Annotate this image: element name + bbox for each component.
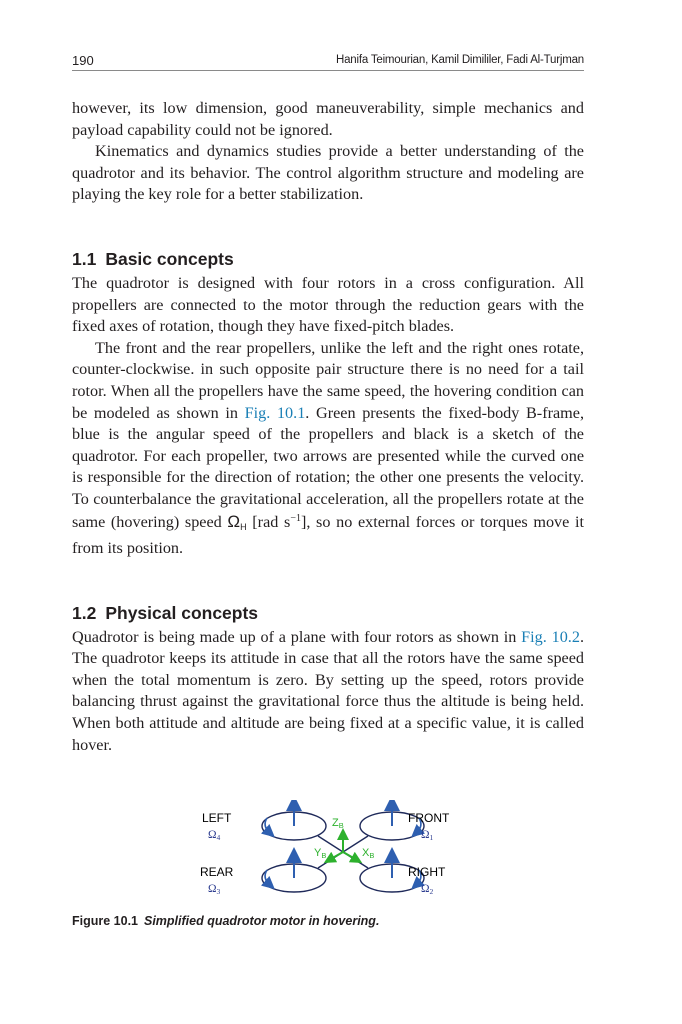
quadrotor-diagram	[190, 800, 480, 906]
omega-front: Ω1	[421, 829, 434, 842]
rotor-rear	[262, 855, 326, 892]
running-header	[72, 52, 584, 71]
rotor-left	[262, 803, 326, 840]
unit-exponent: −1	[290, 512, 301, 524]
omega-left: Ω4	[208, 829, 221, 842]
section-number: 1.2	[72, 602, 97, 623]
basic-concepts-paragraph-2	[72, 338, 584, 560]
y-axis-label: YB	[314, 847, 327, 860]
section-heading-basic-concepts	[72, 248, 584, 270]
figure-caption	[72, 914, 584, 928]
intro-paragraph-1: however, its low dimension, good maneuverability, simple mechanics and payload capability could not be ignored.	[72, 99, 584, 139]
section-title: Basic concepts	[105, 248, 234, 269]
figure-10-2-link[interactable]: Fig. 10.2	[521, 627, 580, 646]
rotor-left-rotation-arrow	[265, 818, 270, 833]
label-left: LEFT	[202, 811, 232, 825]
section-number: 1.1	[72, 248, 97, 269]
body-text	[72, 98, 584, 756]
omega-symbol: Ω	[227, 511, 241, 531]
running-head-authors: Hanifa Teimourian, Kamil Dimililer, Fadi Al-Turjman	[336, 54, 584, 66]
section-heading-physical-concepts	[72, 602, 584, 624]
paragraph-text: ], so no external forces or torques move it from its position.	[72, 512, 584, 558]
label-right: RIGHT	[408, 865, 446, 879]
x-axis-arrow	[343, 852, 357, 860]
rotor-rear-rotation-arrow	[265, 870, 270, 885]
intro-paragraph-2: Kinematics and dynamics studies provide a better understanding of the quadrotor and its behavior. The control algorithm structure and modeling are playing the key role for a better stabilization.	[72, 142, 584, 204]
label-rear: REAR	[200, 865, 234, 879]
page-number: 190	[72, 53, 94, 68]
section-title: Physical concepts	[105, 602, 259, 623]
figure-10-1-link[interactable]: Fig. 10.1	[244, 403, 306, 422]
paragraph-text: . The quadrotor keeps its attitude in case that all the rotors have the same speed when the total momentum is zero. By setting up the speed, rotors provide balancing thrust against the gravitational force thus the altitude is being held. When both attitude and altitude are being fixed at a specific value, it is called hover.	[72, 627, 584, 754]
physical-concepts-paragraph-1	[72, 627, 584, 757]
omega-rear: Ω3	[208, 883, 221, 896]
x-axis-label: XB	[362, 847, 375, 860]
z-axis-label: ZB	[332, 817, 344, 830]
label-front: FRONT	[408, 811, 450, 825]
omega-right: Ω2	[421, 883, 434, 896]
figure-caption-text: Simplified quadrotor motor in hovering.	[144, 914, 380, 928]
paragraph-text: Quadrotor is being made up of a plane with four rotors as shown in	[72, 627, 522, 646]
basic-concepts-paragraph-1: The quadrotor is designed with four rotors in a cross configuration. All propellers are connected to the motor through the reduction gears with the fixed axes of rotation, though they have fixed-pitch blades.	[72, 273, 584, 336]
paragraph-text: The front and the rear propellers, unlike the left and the right ones rotate, counter-clockwise. in such opposite pair structure there is no need for a tail rotor. When all the propellers have the same speed, the hovering condition can be modeled as shown in	[72, 338, 584, 422]
omega-subscript: H	[240, 521, 247, 532]
quadrotor-hover-figure	[190, 800, 480, 906]
paragraph-text: . Green presents the fixed-body B-frame, blue is the angular speed of the propellers and black is a sketch of the quadrotor. For each propeller, two arrows are presented while the curved one is responsible for the direction of rotation; the other one presents the velocity. To counterbalance the gravitational acceleration, all the propellers rotate at the same (hovering) speed	[72, 403, 584, 531]
figure-caption-label: Figure 10.1	[72, 914, 138, 928]
paragraph-text: [rad s	[246, 512, 291, 531]
y-axis-arrow	[329, 852, 343, 860]
